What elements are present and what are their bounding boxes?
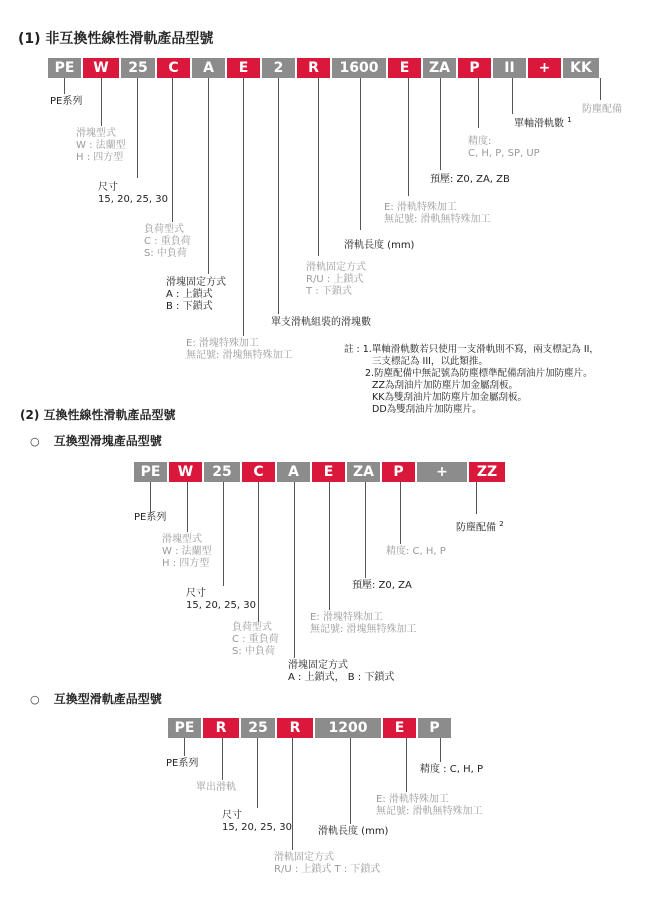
label-size: 尺寸 15, 20, 25, 30 bbox=[98, 182, 168, 205]
code-cell: R bbox=[277, 718, 313, 738]
code-cell: KK bbox=[563, 58, 599, 78]
code-cell: ZZ bbox=[469, 462, 505, 482]
rail-label-length: 滑軌長度 (mm) bbox=[318, 826, 389, 837]
code-cell: A bbox=[192, 58, 225, 78]
rail-code-bar bbox=[168, 718, 453, 738]
block-label-special: E: 滑塊特殊加工 無記號: 滑塊無特殊加工 bbox=[310, 612, 417, 635]
circle-bullet-icon: ○ bbox=[30, 693, 40, 706]
block-label-dust: 防塵配備 $^2$ bbox=[456, 520, 504, 534]
label-rail-mount: 滑軌固定方式 R/U : 上鎖式 T : 下鎖式 bbox=[306, 262, 366, 297]
code-cell: 25 bbox=[241, 718, 275, 738]
block-label-preload: 預壓: Z0, ZA bbox=[352, 580, 412, 591]
code-cell: W bbox=[83, 58, 119, 78]
code-cell: P bbox=[382, 462, 415, 482]
code-cell: 25 bbox=[121, 58, 155, 78]
label-series: PE系列 bbox=[50, 96, 83, 107]
label-blocks-per-rail: 單支滑軌組裝的滑塊數 bbox=[271, 317, 371, 328]
block-label-accuracy: 精度: C, H, P bbox=[386, 546, 446, 557]
label-rail-length: 滑軌長度 (mm) bbox=[344, 240, 415, 251]
code-cell: P bbox=[418, 718, 451, 738]
label-block-mount: 滑塊固定方式 A : 上鎖式 B : 下鎖式 bbox=[166, 277, 226, 312]
notes-block: 註 : 1.單軸滑軌數若只使用一支滑軌則不寫，兩支標記為 II， 三支標記為 III，以此類推。 2.防塵配備中無記號為防塵標準配備刮油片加防塵片。 ZZ為刮油片加防塵片加金屬刮板。 KK為雙刮油片加防塵片加金屬刮板。 DD為雙刮油片加防塵片。 bbox=[344, 344, 599, 415]
code-cell: P bbox=[458, 58, 491, 78]
code-cell: E bbox=[388, 58, 421, 78]
code-cell: ZA bbox=[423, 58, 456, 78]
label-preload: 預壓: Z0, ZA, ZB bbox=[430, 174, 510, 185]
label-block-special: E: 滑塊特殊加工 無記號: 滑塊無特殊加工 bbox=[186, 338, 293, 361]
rail-label-size: 尺寸 15, 20, 25, 30 bbox=[222, 810, 292, 833]
code-cell: PE bbox=[134, 462, 167, 482]
block-label-load: 負荷型式 C : 重負荷 S: 中負荷 bbox=[232, 622, 279, 657]
code-cell: A bbox=[277, 462, 310, 482]
label-rails-per-axis: 單軸滑軌數 $^1$ bbox=[514, 116, 572, 130]
label-load: 負荷型式 C : 重負荷 S: 中負荷 bbox=[144, 224, 191, 259]
code-cell: R bbox=[297, 58, 330, 78]
label-dust: 防塵配備 bbox=[582, 104, 622, 115]
rail-heading: ○ 互換型滑軌產品型號 bbox=[30, 692, 162, 706]
block-label-mount: 滑塊固定方式 A : 上鎖式， B : 下鎖式 bbox=[288, 660, 395, 683]
section1-title: (1) 非互換性線性滑軌產品型號 bbox=[18, 31, 214, 47]
code-cell: 2 bbox=[262, 58, 295, 78]
code-cell: ZA bbox=[347, 462, 380, 482]
code-cell: C bbox=[157, 58, 190, 78]
block-code-bar bbox=[134, 462, 507, 482]
code-cell: 25 bbox=[204, 462, 240, 482]
code-cell: + bbox=[528, 58, 561, 78]
rail-label-special: E: 滑軌特殊加工 無記號: 滑軌無特殊加工 bbox=[376, 794, 483, 817]
code-cell: E bbox=[383, 718, 416, 738]
block-label-series: PE系列 bbox=[134, 512, 167, 523]
circle-bullet-icon: ○ bbox=[30, 435, 40, 448]
label-accuracy: 精度: C, H, P, SP, UP bbox=[468, 136, 540, 159]
block-label-size: 尺寸 15, 20, 25, 30 bbox=[186, 588, 256, 611]
rail-label-single: 單出滑軌 bbox=[196, 782, 236, 793]
code-cell: + bbox=[417, 462, 467, 482]
section1-code-bar bbox=[48, 58, 601, 78]
block-heading: ○ 互換型滑塊產品型號 bbox=[30, 434, 162, 448]
code-cell: 1200 bbox=[315, 718, 381, 738]
section2-title: (2) 互換性線性滑軌產品型號 bbox=[20, 408, 176, 422]
label-block-type: 滑塊型式 W : 法蘭型 H : 四方型 bbox=[76, 128, 126, 163]
label-rail-special: E: 滑軌特殊加工 無記號: 滑軌無特殊加工 bbox=[384, 202, 491, 225]
rail-label-accuracy: 精度 : C, H, P bbox=[420, 764, 483, 775]
block-label-type: 滑塊型式 W : 法蘭型 H : 四方型 bbox=[162, 534, 212, 569]
code-cell: PE bbox=[168, 718, 201, 738]
code-cell: E bbox=[312, 462, 345, 482]
code-cell: C bbox=[242, 462, 275, 482]
code-cell: W bbox=[169, 462, 202, 482]
code-cell: PE bbox=[48, 58, 81, 78]
code-cell: II bbox=[493, 58, 526, 78]
code-cell: 1600 bbox=[332, 58, 386, 78]
code-cell: E bbox=[227, 58, 260, 78]
rail-label-series: PE系列 bbox=[166, 758, 199, 769]
rail-label-mount: 滑軌固定方式 R/U : 上鎖式 T : 下鎖式 bbox=[274, 852, 381, 875]
code-cell: R bbox=[203, 718, 239, 738]
